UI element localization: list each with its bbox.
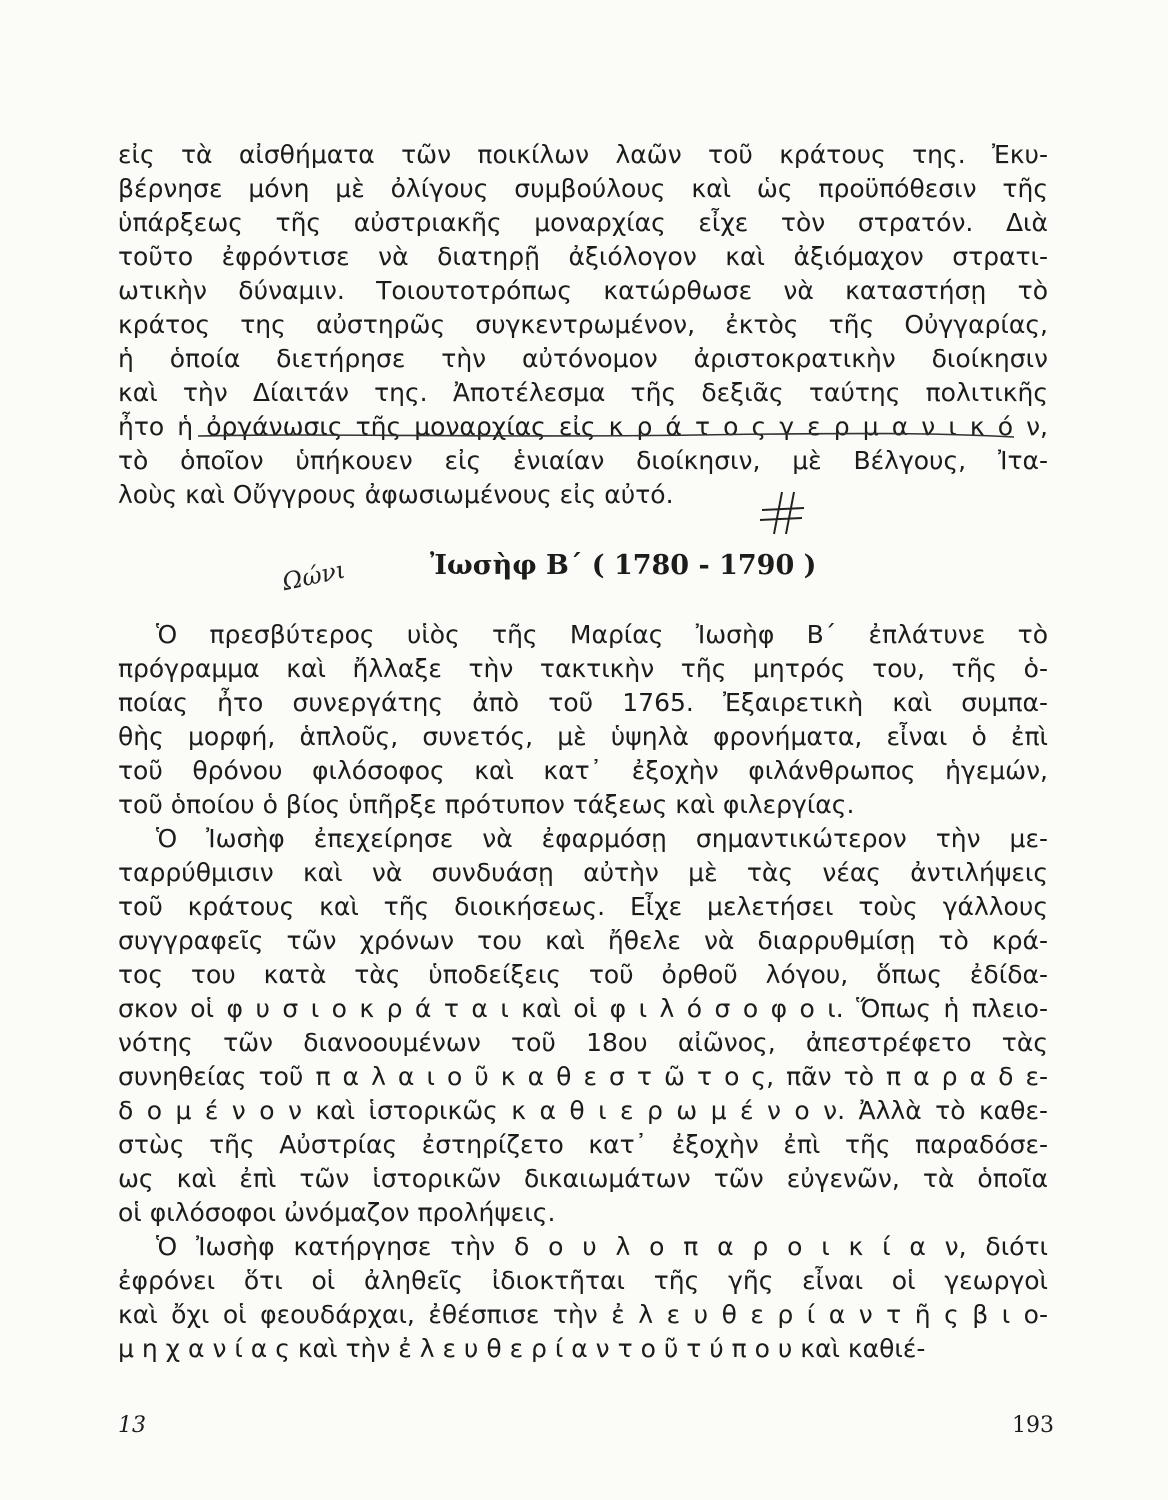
- text-line: στὼς τῆς Αὐστρίας ἐστηρίζετο κατ᾿ ἐξοχὴν ἐπὶ τῆς παραδόσε-: [118, 1130, 1048, 1159]
- text-line: ἡ ὁποία διετήρησε τὴν αὐτόνομον ἀριστοκρατικὴν διοίκησιν: [118, 344, 1048, 373]
- text-line: συγγραφεῖς τῶν χρόνων του καὶ ἤθελε νὰ διαρρυθμίσῃ τὸ κρά-: [118, 926, 1048, 955]
- section-heading: Ἰωσὴφ Β΄ ( 1780 - 1790 ): [430, 550, 817, 581]
- text-line: Ὁ πρεσβύτερος υἱὸς τῆς Μαρίας Ἰωσὴφ Β΄ ἐπλάτυνε τὸ: [156, 620, 1048, 649]
- text-line: ωτικὴν δύναμιν. Τοιουτοτρόπως κατώρθωσε νὰ καταστήσῃ τὸ: [118, 276, 1048, 305]
- text-line: εἰς τὰ αἰσθήματα τῶν ποικίλων λαῶν τοῦ κράτους της. Ἐκυ-: [118, 140, 1048, 169]
- text-line: Ὁ Ἰωσὴφ ἐπεχείρησε νὰ ἐφαρμόσῃ σημαντικώτερον τὴν με-: [156, 824, 1048, 853]
- text-line: οἱ φιλόσοφοι ὠνόμαζον προλήψεις.: [118, 1198, 556, 1227]
- handwritten-underline: [196, 430, 1016, 442]
- text-line: ὑπάρξεως τῆς αὐστριακῆς μοναρχίας εἶχε τὸν στρατόν. Διὰ: [118, 208, 1048, 237]
- page-number: 193: [1012, 1413, 1054, 1438]
- text-line: ἐφρόνει ὅτι οἱ ἀληθεῖς ἰδιοκτῆται τῆς γῆς εἶναι οἱ γεωργοὶ: [118, 1266, 1048, 1295]
- text-line: νότης τῶν διανοουμένων τοῦ 18ου αἰῶνος, ἀπεστρέφετο τὰς: [118, 1028, 1048, 1057]
- text-line: τὸ ὁποῖον ὑπήκουεν εἰς ἑνιαίαν διοίκησιν, μὲ Βέλγους, Ἰτα-: [118, 446, 1048, 475]
- text-line: μ η χ α ν ί α ς καὶ τὴν ἐ λ ε υ θ ε ρ ί α ν τ ο ῦ τ ύ π ο υ καὶ καθιέ-: [118, 1334, 926, 1363]
- text-line: ταρρύθμισιν καὶ νὰ συνδυάσῃ αὐτὴν μὲ τὰς νέας ἀντιλήψεις: [118, 858, 1048, 887]
- text-line: Ὁ Ἰωσὴφ κατήργησε τὴν δ ο υ λ ο π α ρ ο ι κ ί α ν, διότι: [156, 1232, 1048, 1261]
- text-line: σκον οἱ φ υ σ ι ο κ ρ ά τ α ι καὶ οἱ φ ι λ ό σ ο φ ο ι. Ὅπως ἡ πλειο-: [118, 994, 1048, 1023]
- text-line: καὶ ὄχι οἱ φεουδάρχαι, ἐθέσπισε τὴν ἐ λ ε υ θ ε ρ ί α ν τ ῆ ς β ι ο-: [118, 1300, 1048, 1329]
- text-line: καὶ τὴν Δίαιτάν της. Ἀποτέλεσμα τῆς δεξιᾶς ταύτης πολιτικῆς: [118, 378, 1048, 407]
- text-line: κράτος της αὐστηρῶς συγκεντρωμένον, ἐκτὸς τῆς Οὐγγαρίας,: [118, 310, 1048, 339]
- text-line: πρόγραμμα καὶ ἤλλαξε τὴν τακτικὴν τῆς μητρός του, τῆς ὁ-: [118, 654, 1048, 683]
- text-line: λοὺς καὶ Οὔγγρους ἀφωσιωμένους εἰς αὐτό.: [118, 480, 674, 509]
- text-line: τοῦ θρόνου φιλόσοφος καὶ κατ᾿ ἐξοχὴν φιλάνθρωπος ἡγεμών,: [118, 756, 1048, 785]
- text-line: ποίας ἦτο συνεργάτης ἀπὸ τοῦ 1765. Ἐξαιρετικὴ καὶ συμπα-: [118, 688, 1048, 717]
- handwritten-hash-mark: [752, 488, 812, 538]
- signature-mark: 13: [118, 1413, 146, 1438]
- text-line: τος του κατὰ τὰς ὑποδείξεις τοῦ ὀρθοῦ λόγου, ὅπως ἐδίδα-: [118, 960, 1048, 989]
- text-line: τοῦτο ἐφρόντισε νὰ διατηρῇ ἀξιόλογον καὶ ἀξιόμαχον στρατι-: [118, 242, 1048, 271]
- text-line: τοῦ κράτους καὶ τῆς διοικήσεως. Εἶχε μελετήσει τοὺς γάλλους: [118, 892, 1048, 921]
- text-line: ως καὶ ἐπὶ τῶν ἱστορικῶν δικαιωμάτων τῶν εὐγενῶν, τὰ ὁποῖα: [118, 1164, 1048, 1193]
- text-line: τοῦ ὁποίου ὁ βίος ὑπῆρξε πρότυπον τάξεως καὶ φιλεργίας.: [118, 790, 855, 819]
- text-line: συνηθείας τοῦ π α λ α ι ο ῦ κ α θ ε σ τ ῶ τ ο ς, πᾶν τὸ π α ρ α δ ε-: [118, 1062, 1048, 1091]
- text-line: θὴς μορφή, ἁπλοῦς, συνετός, μὲ ὑψηλὰ φρονήματα, εἶναι ὁ ἐπὶ: [118, 722, 1048, 751]
- handwritten-margin-note: Ωώνι: [279, 555, 348, 597]
- text-line: βέρνησε μόνη μὲ ὀλίγους συμβούλους καὶ ὡς προϋπόθεσιν τῆς: [118, 174, 1048, 203]
- text-line: δ ο μ έ ν ο ν καὶ ἱστορικῶς κ α θ ι ε ρ ω μ έ ν ο ν. Ἀλλὰ τὸ καθε-: [118, 1096, 1048, 1125]
- text-line: ἦτο ἡ ὀργάνωσις τῆς μοναρχίας εἰς κ ρ ά τ ο ς γ ε ρ μ α ν ι κ ό ν,: [118, 412, 1048, 441]
